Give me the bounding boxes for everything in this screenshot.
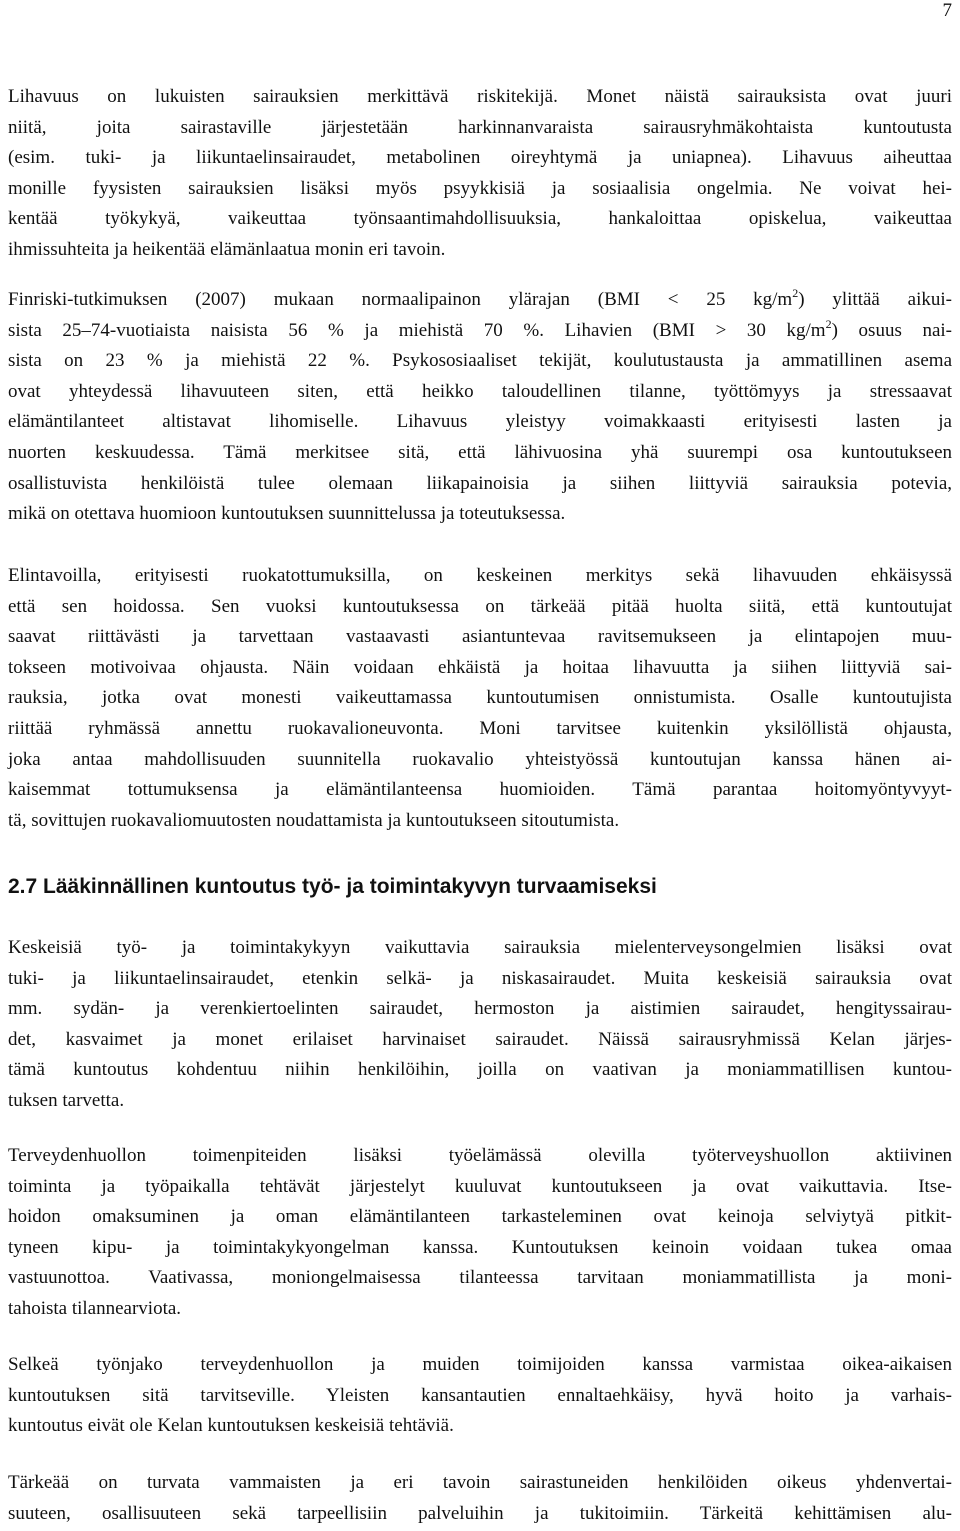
paragraph — [8, 933, 952, 1117]
text-line: kaisemmat tottumuksensa ja elämäntilanteensa huomioiden. Tämä parantaa hoitomyöntyvyyt- — [8, 779, 952, 801]
superscript: 2 — [792, 286, 799, 300]
paragraph — [8, 82, 952, 266]
page-number: 7 — [942, 0, 952, 21]
text-line: joka antaa mahdollisuuden suunnitella ruokavalio yhteistyössä kuntoutujan kanssa hänen ai- — [8, 748, 952, 770]
text-line: elämäntilanteet altistavat lihomiselle. Lihavuus yleistyy voimakkaasti erityisesti lasten ja — [8, 411, 952, 433]
text-line: että sen hoidossa. Sen vuoksi kuntoutuksessa on tärkeää pitää huolta siitä, että kuntoutujat — [8, 595, 952, 617]
text-line: nuorten keskuudessa. Tämä merkitsee sitä, että lähivuosina yhä suurempi osa kuntoutukseen — [8, 441, 952, 463]
text-span: ) osuus nai- — [831, 319, 952, 341]
paragraph — [8, 561, 952, 836]
text-line: niitä, joita sairastaville järjestetään harkinnanvaraista sairausryhmäkohtaista kuntoutusta — [8, 116, 952, 138]
text-span: sista 25–74-vuotiaista naisista 56 % ja miehistä 70 %. Lihavien (BMI > 30 kg/m — [8, 319, 826, 341]
text-line: hoidon omaksuminen ja oman elämäntilanteen tarkasteleminen ovat keinoja selviytyä pitkit- — [8, 1206, 952, 1228]
text-line: tokseen motivoivaa ohjausta. Näin voidaan ehkäistä ja hoitaa lihavuutta ja siihen liittyviä sai- — [8, 656, 952, 678]
text-line: kentää työkykyä, vaikeuttaa työnsaantimahdollisuuksia, hankaloittaa opiskelua, vaikeuttaa — [8, 208, 952, 230]
text-line: riittää ryhmässä annettu ruokavalioneuvonta. Moni tarvitsee kuitenkin yksilöllistä ohjausta, — [8, 717, 952, 739]
text-span: ) ylittää aikui- — [798, 289, 952, 310]
superscript: 2 — [825, 316, 832, 331]
text-line: tämä kuntoutus kohdentuu niihin henkilöihin, joilla on vaativan ja moniammatillisen kuntou- — [8, 1059, 952, 1081]
text-span: Finriski-tutkimuksen (2007) mukaan normaalipainon ylärajan (BMI < 25 kg/m — [8, 289, 793, 310]
text-line: tuksen tarvetta. — [8, 1089, 125, 1111]
text-line: sista on 23 % ja miehistä 22 %. Psykososiaaliset tekijät, koulutustausta ja ammatillinen asema — [8, 350, 952, 372]
text-line: tuki- ja liikuntaelinsairaudet, etenkin selkä- ja niskasairaudet. Muita keskeisiä sairauksia ovat — [8, 967, 952, 989]
text-line: Tärkeää on turvata vammaisten ja eri tavoin sairastuneiden henkilöiden oikeus yhdenvertai- — [8, 1472, 952, 1493]
text-line: Keskeisiä työ- ja toimintakykyyn vaikuttavia sairauksia mielenterveysongelmien lisäksi ovat — [8, 937, 952, 958]
text-line: rauksia, jotka ovat monesti vaikeuttamassa kuntoutumisen onnistumista. Osalle kuntoutujista — [8, 687, 952, 709]
text-line: ovat yhteydessä lihavuuteen siten, että heikko taloudellinen tilanne, työttömyys ja stressaavat — [8, 380, 952, 402]
text-line: tyneen kipu- ja toimintakykyongelman kanssa. Kuntoutuksen keinoin voidaan tukea omaa — [8, 1236, 952, 1258]
text-line: mikä on otettava huomioon kuntoutuksen suunnittelussa ja toteutuksessa. — [8, 503, 566, 525]
text-line: mm. sydän- ja verenkiertoelinten sairaudet, hermoston ja aistimien sairaudet, hengityssairau- — [8, 998, 952, 1020]
paragraph — [8, 1141, 952, 1325]
text-line: kuntoutuksen sitä tarvitseville. Yleisten kansantautien ennaltaehkäisy, hyvä hoito ja varhais- — [8, 1384, 952, 1406]
text-line: Terveydenhuollon toimenpiteiden lisäksi työelämässä olevilla työterveyshuollon aktiivinen — [8, 1145, 952, 1166]
text-line — [8, 285, 952, 316]
text-line: saavat riittävästi ja tarvettaan vastaavasti asiantuntevaa ravitsemukseen ja elintapojen muu- — [8, 626, 952, 648]
text-line: suuteen, osallisuuteen sekä tarpeellisiin palveluihin ja tukitoimiin. Tärkeitä kehittämisen alu- — [8, 1502, 952, 1524]
text-line: osallistuvista henkilöistä tulee olemaan liikapainoisia ja siihen liittyviä sairauksia potevia, — [8, 472, 952, 494]
text-line: vastuunottoa. Vaativassa, moniongelmaisessa tilanteessa tarvitaan moniammatillista ja moni- — [8, 1267, 952, 1289]
text-line: toiminta ja työpaikalla tehtävät järjestelyt kuuluvat kuntoutukseen ja ovat vaikuttavia. Itse- — [8, 1175, 952, 1197]
section-heading: 2.7 Lääkinnällinen kuntoutus työ- ja toimintakyvyn turvaamiseksi — [8, 875, 657, 898]
text-line: Lihavuus on lukuisten sairauksien merkittävä riskitekijä. Monet näistä sairauksista ovat juuri — [8, 86, 952, 107]
text-line: tä, sovittujen ruokavaliomuutosten noudattamista ja kuntoutukseen sitoutumista. — [8, 809, 620, 831]
text-line: ihmissuhteita ja heikentää elämänlaatua monin eri tavoin. — [8, 238, 446, 260]
paragraph — [8, 1468, 952, 1529]
text-line: Elintavoilla, erityisesti ruokatottumuksilla, on keskeinen merkitys sekä lihavuuden ehkäisyssä — [8, 565, 952, 586]
text-line — [8, 316, 952, 347]
text-line: kuntoutus eivät ole Kelan kuntoutuksen keskeisiä tehtäviä. — [8, 1415, 454, 1437]
paragraph — [8, 1350, 952, 1442]
paragraph — [8, 285, 952, 530]
text-line: Selkeä työnjako terveydenhuollon ja muiden toimijoiden kanssa varmistaa oikea-aikaisen — [8, 1354, 952, 1375]
text-line: monille fyysisten sairauksien lisäksi myös psyykkisiä ja sosiaalisia ongelmia. Ne voivat hei- — [8, 177, 952, 199]
text-line: (esim. tuki- ja liikuntaelinsairaudet, metabolinen oireyhtymä ja uniapnea). Lihavuus aiheuttaa — [8, 147, 952, 169]
text-line: tahoista tilannearviota. — [8, 1297, 182, 1319]
text-line: det, kasvaimet ja monet erilaiset harvinaiset sairaudet. Näissä sairausryhmissä Kelan järjes- — [8, 1028, 952, 1050]
